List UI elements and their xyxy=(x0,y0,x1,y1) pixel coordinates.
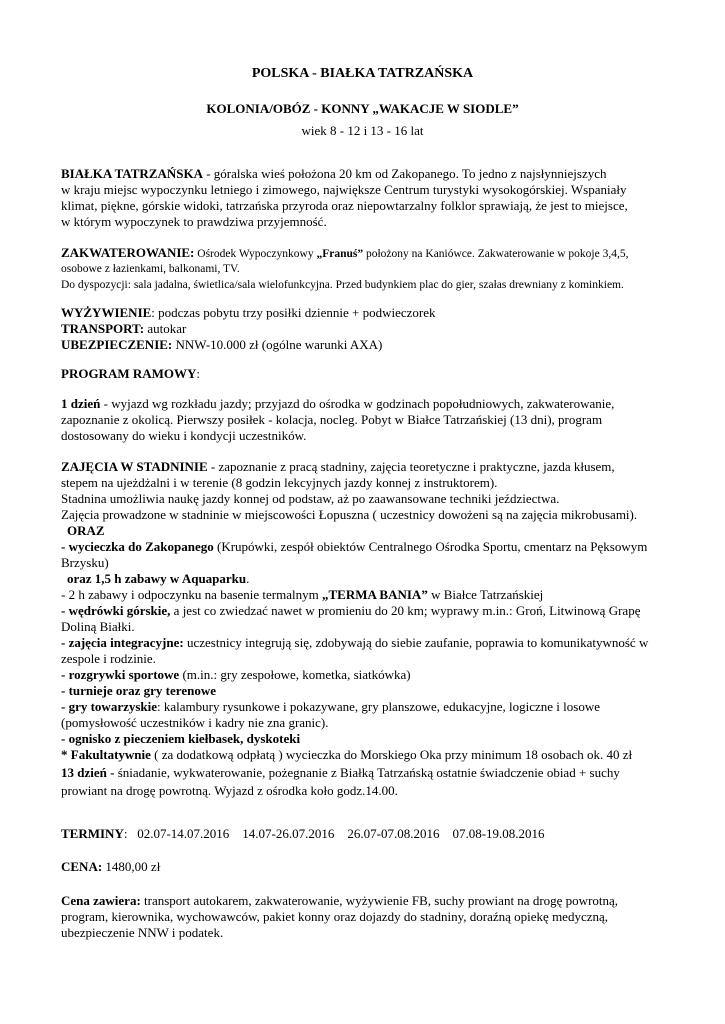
intro-text: - góralska wieś położona 20 km od Zakopanego. To jedno z najsłynniejszych xyxy=(202,166,607,181)
resort-name: „Franuś” xyxy=(316,248,364,260)
optional-label: * Fakultatywnie xyxy=(61,747,151,762)
services-section xyxy=(61,305,673,353)
bonfire-label: - ognisko z pieczeniem kiełbasek, dyskoteki xyxy=(61,731,301,746)
day13-label: 13 dzień - xyxy=(61,765,115,780)
accommodation-label: ZAKWATEROWANIE: xyxy=(61,245,195,260)
price-value: 1480,00 zł xyxy=(102,859,161,874)
terma-name: „TERMA BANIA” xyxy=(322,587,428,602)
aquapark-label: oraz 1,5 h zabawy w Aquaparku xyxy=(67,571,247,586)
program-heading-colon: : xyxy=(196,366,201,381)
stable-text: Stadnina umożliwia naukę jazdy konnej od podstaw, aż po zaawansowane techniki jeździectwa. xyxy=(61,491,560,506)
terms-section xyxy=(61,826,673,842)
hikes-text: Doliną Białki. xyxy=(61,619,135,634)
board-games-text: (pomysłowość uczestników i kadry nie zna granic). xyxy=(61,715,329,730)
program-heading-row xyxy=(61,366,673,382)
zakopane-label: - wycieczka do Zakopanego xyxy=(61,539,214,554)
terms-label: TERMINY xyxy=(61,826,124,841)
terma-text: w Białce Tatrzańskiej xyxy=(427,587,544,602)
terms-dates: : 02.07-14.07.2016 14.07-26.07.2016 26.07-07.08.2016 07.08-19.08.2016 xyxy=(123,826,545,841)
day1-text: - wyjazd wg rozkładu jazdy; przyjazd do ośrodka w godzinach popołudniowych, zakwaterowanie, xyxy=(100,396,615,411)
terma-text: - 2 h zabawy i odpoczynku na basenie termalnym xyxy=(61,587,322,602)
stable-text: - zapoznanie z pracą stadniny, zajęcia teoretyczne i praktyczne, jazda kłusem, xyxy=(207,459,615,474)
day13-text: prowiant na drogę powrotną. Wyjazd z ośrodka koło godz.14.00. xyxy=(61,783,398,798)
meals-text: : podczas pobytu trzy posiłki dziennie + podwieczorek xyxy=(151,305,436,320)
hikes-text: a jest co zwiedzać nawet w promieniu do 20 km; wyprawy m.in.: Groń, Litwinową Grapę xyxy=(170,603,641,618)
sports-text: (m.in.: gry zespołowe, kometka, siatkówka) xyxy=(179,667,411,682)
intro-heading: BIAŁKA TATRZAŃSKA xyxy=(61,166,203,181)
accommodation-text: Do dyspozycji: sala jadalna, świetlica/sala wielofunkcyjna. Przed budynkiem plac do gier, szałas drewniany z kominkiem. xyxy=(61,279,624,291)
intro-text: w którym wypoczynek to prawdziwa przyjemność. xyxy=(61,214,327,229)
intro-section xyxy=(61,166,673,230)
day1-text: dostosowany do wieku i kondycji uczestników. xyxy=(61,428,307,443)
zakopane-text: Brzysku) xyxy=(61,555,109,570)
tournaments-label: - turnieje oraz gry terenowe xyxy=(61,683,216,698)
day1-label: 1 dzień xyxy=(61,396,101,411)
integration-label: - zajęcia integracyjne: xyxy=(61,635,184,650)
intro-text: w kraju miejsc wypoczynku letniego i zimowego, największe Centrum turystyki wysokogórskiej. Wspaniały xyxy=(61,182,627,197)
price-section xyxy=(61,859,673,875)
price-label: CENA: xyxy=(61,859,103,874)
includes-text: transport autokarem, zakwaterowanie, wyżywienie FB, suchy prowiant na drogę powrotną, xyxy=(140,893,619,908)
includes-text: ubezpieczenie NNW i podatek. xyxy=(61,925,224,940)
accommodation-text: osobowe z łazienkami, balkonami, TV. xyxy=(61,263,240,275)
transport-text: autokar xyxy=(144,321,187,336)
day1-section xyxy=(61,396,673,444)
accommodation-section xyxy=(61,245,673,293)
stable-text: stepem na ujeżdżalni i w terenie (8 godzin lekcyjnych jazdy konnej z instruktorem). xyxy=(61,475,498,490)
aquapark-dot: . xyxy=(246,571,250,586)
meals-label: WYŻYWIENIE xyxy=(61,305,152,320)
board-games-label: - gry towarzyskie xyxy=(61,699,158,714)
age-range: wiek 8 - 12 i 13 - 16 lat xyxy=(301,123,424,138)
activities-section xyxy=(61,459,673,763)
zakopane-text: (Krupówki, zespół obiektów Centralnego Ośrodka Sportu, cmentarz na Pęksowym xyxy=(213,539,648,554)
includes-text: program, kierownika, wychowawców, pakiet konny oraz dojazdy do stadniny, doraźną opiekę medyczną, xyxy=(61,909,609,924)
sports-label: - rozgrywki sportowe xyxy=(61,667,180,682)
accommodation-text: Ośrodek Wypoczynkowy xyxy=(194,248,317,260)
program-heading: PROGRAM RAMOWY xyxy=(61,366,197,381)
transport-label: TRANSPORT: xyxy=(61,321,145,336)
stable-text: Zajęcia prowadzone w stadninie w miejscowości Łopuszna ( uczestnicy dowożeni są na zajęcia mikrobusami). xyxy=(61,507,638,522)
stable-label: ZAJĘCIA W STADNINIE xyxy=(61,459,208,474)
accommodation-text: położony na Kaniówce. Zakwaterowanie w pokoje 3,4,5, xyxy=(363,248,629,260)
includes-section xyxy=(61,893,673,941)
includes-label: Cena zawiera: xyxy=(61,893,141,908)
page-title: POLSKA - BIAŁKA TATRZAŃSKA xyxy=(251,66,474,81)
board-games-text: : kalambury rysunkowe i pokazywane, gry planszowe, edukacyjne, logiczne i losowe xyxy=(157,699,600,714)
hikes-label: - wędrówki górskie, xyxy=(61,603,171,618)
optional-text: ( za dodatkową odpłatą ) wycieczka do Morskiego Oka przy minimum 18 osobach ok. 40 zł xyxy=(150,747,633,762)
integration-text: uczestnicy integrują się, zdobywają do siebie zaufanie, poprawia to komunikatywność w xyxy=(183,635,649,650)
day13-text: śniadanie, wykwaterowanie, pożegnanie z Białką Tatrzańską ostatnie świadczenie obiad + suchy xyxy=(114,765,620,780)
insurance-label: UBEZPIECZENIE: xyxy=(61,337,173,352)
oraz-label: ORAZ xyxy=(67,523,105,538)
day13-section xyxy=(61,765,673,799)
integration-text: zespole i rodzinie. xyxy=(61,651,156,666)
day1-text: zapoznanie z okolicą. Pierwszy posiłek - kolacja, nocleg. Pobyt w Białce Tatrzańskiej (13 dni), program xyxy=(61,412,603,427)
intro-text: klimat, piękne, górskie widoki, tatrzańska przyroda oraz niepowtarzalny folklor sprawiają, że jest to miejsce, xyxy=(61,198,628,213)
page-subtitle: KOLONIA/OBÓZ - KONNY „WAKACJE W SIODLE” xyxy=(206,101,519,116)
insurance-text: NNW-10.000 zł (ogólne warunki AXA) xyxy=(172,337,383,352)
